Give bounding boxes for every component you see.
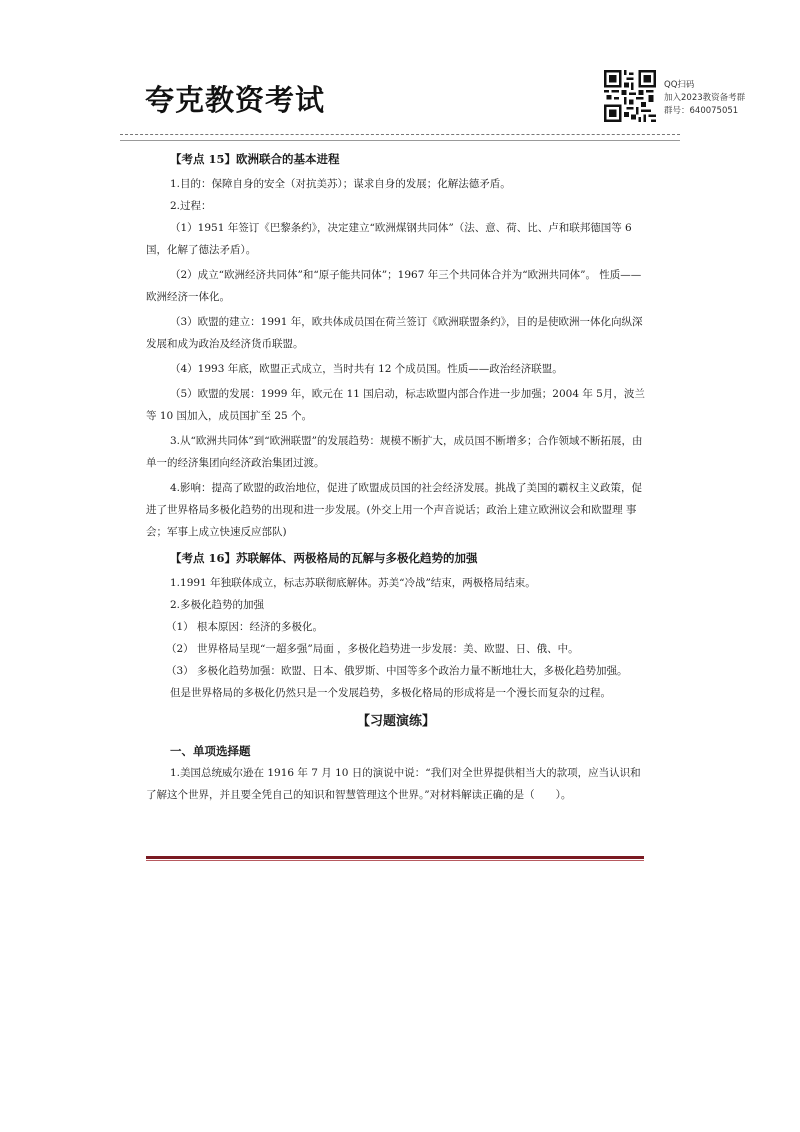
qr-caption-line: 群号：640075051	[664, 106, 739, 116]
paragraph: 3.从“欧洲共同体”到“欧洲联盟”的发展趋势：规模不断扩大，成员国不断增多；合作领域不断拓展，由 单一的经济集团向经济政治集团过渡。	[146, 435, 643, 469]
question: 1.美国总统威尔逊在 1916 年 7 月 10 日的演说中说：“我们对全世界提供相当大的款项，应当认识和了解这个世界，并且要全凭自己的知识和智慧管理这个世界。”对材料解读正确的是（ ）。	[146, 767, 641, 801]
document-body	[146, 147, 646, 809]
qr-code-icon	[604, 70, 656, 122]
list-item: （4）1993 年底，欧盟正式成立，当时共有 12 个成员国。性质——政治经济联盟。	[170, 363, 563, 375]
question-section-title: 一、单项选择题	[170, 744, 251, 758]
section-heading: 【考点 16】苏联解体、两极格局的瓦解与多极化趋势的加强	[170, 551, 478, 565]
practice-title: 【习题演练】	[356, 714, 435, 729]
header-divider	[120, 140, 680, 141]
list-item: （3） 多极化趋势加强：欧盟、日本、俄罗斯、中国等多个政治力量不断地壮大，多极化趋势加强。	[166, 665, 628, 677]
list-item: （1） 根本原因：经济的多极化。	[166, 621, 324, 633]
qr-caption-line: QQ扫码	[664, 80, 695, 90]
paragraph: 1.目的：保障自身的安全（对抗美苏）；谋求自身的发展；化解法德矛盾。	[170, 178, 511, 190]
footer-divider-thin	[146, 860, 644, 861]
brand-logo: 夸克教资考试	[145, 83, 326, 117]
header-dashed-divider	[120, 134, 680, 135]
paragraph: 2.过程：	[170, 200, 212, 212]
qr-caption	[664, 79, 745, 118]
list-item: （2）成立“欧洲经济共同体”和“原子能共同体”；1967 年三个共同体合并为“欧洲共同体”。 性质——欧洲经济一体化。	[146, 269, 642, 303]
paragraph: 4.影响：提高了欧盟的政治地位，促进了欧盟成员国的社会经济发展。挑战了美国的霸权主义政策，促进了世界格局多极化趋势的出现和进一步发展。(外交上用一个声音说话；政治上建立欧洲议会和欧盟理 事会；军事上成立快速反应部队)	[146, 482, 643, 538]
list-item: （2） 世界格局呈现“一超多强”局面 ，多极化趋势进一步发展：美、欧盟、日、俄、中。	[166, 643, 579, 655]
paragraph: 1.1991 年独联体成立，标志苏联彻底解体。苏美“冷战”结束，两极格局结束。	[170, 577, 536, 589]
paragraph: 但是世界格局的多极化仍然只是一个发展趋势，多极化格局的形成将是一个漫长而复杂的过程。	[170, 687, 611, 699]
qr-caption-line: 加入2023教资备考群	[664, 93, 746, 103]
list-item: （1）1951 年签订《巴黎条约》，决定建立“欧洲煤钢共同体”（法、意、荷、比、卢和联邦德国等 6 国，化解了德法矛盾）。	[146, 222, 632, 256]
paragraph: 2.多极化趋势的加强	[170, 599, 265, 611]
list-item: （5）欧盟的发展：1999 年，欧元在 11 国启动，标志欧盟内部合作进一步加强；2004 年 5月，波兰等 10 国加入，成员国扩至 25 个。	[146, 388, 645, 422]
footer-divider	[146, 856, 644, 859]
section-heading: 【考点 15】欧洲联合的基本进程	[170, 152, 340, 166]
list-item: （3）欧盟的建立：1991 年，欧共体成员国在荷兰签订《欧洲联盟条约》，目的是使欧洲一体化向纵深发展和成为政治及经济货币联盟。	[146, 316, 643, 350]
